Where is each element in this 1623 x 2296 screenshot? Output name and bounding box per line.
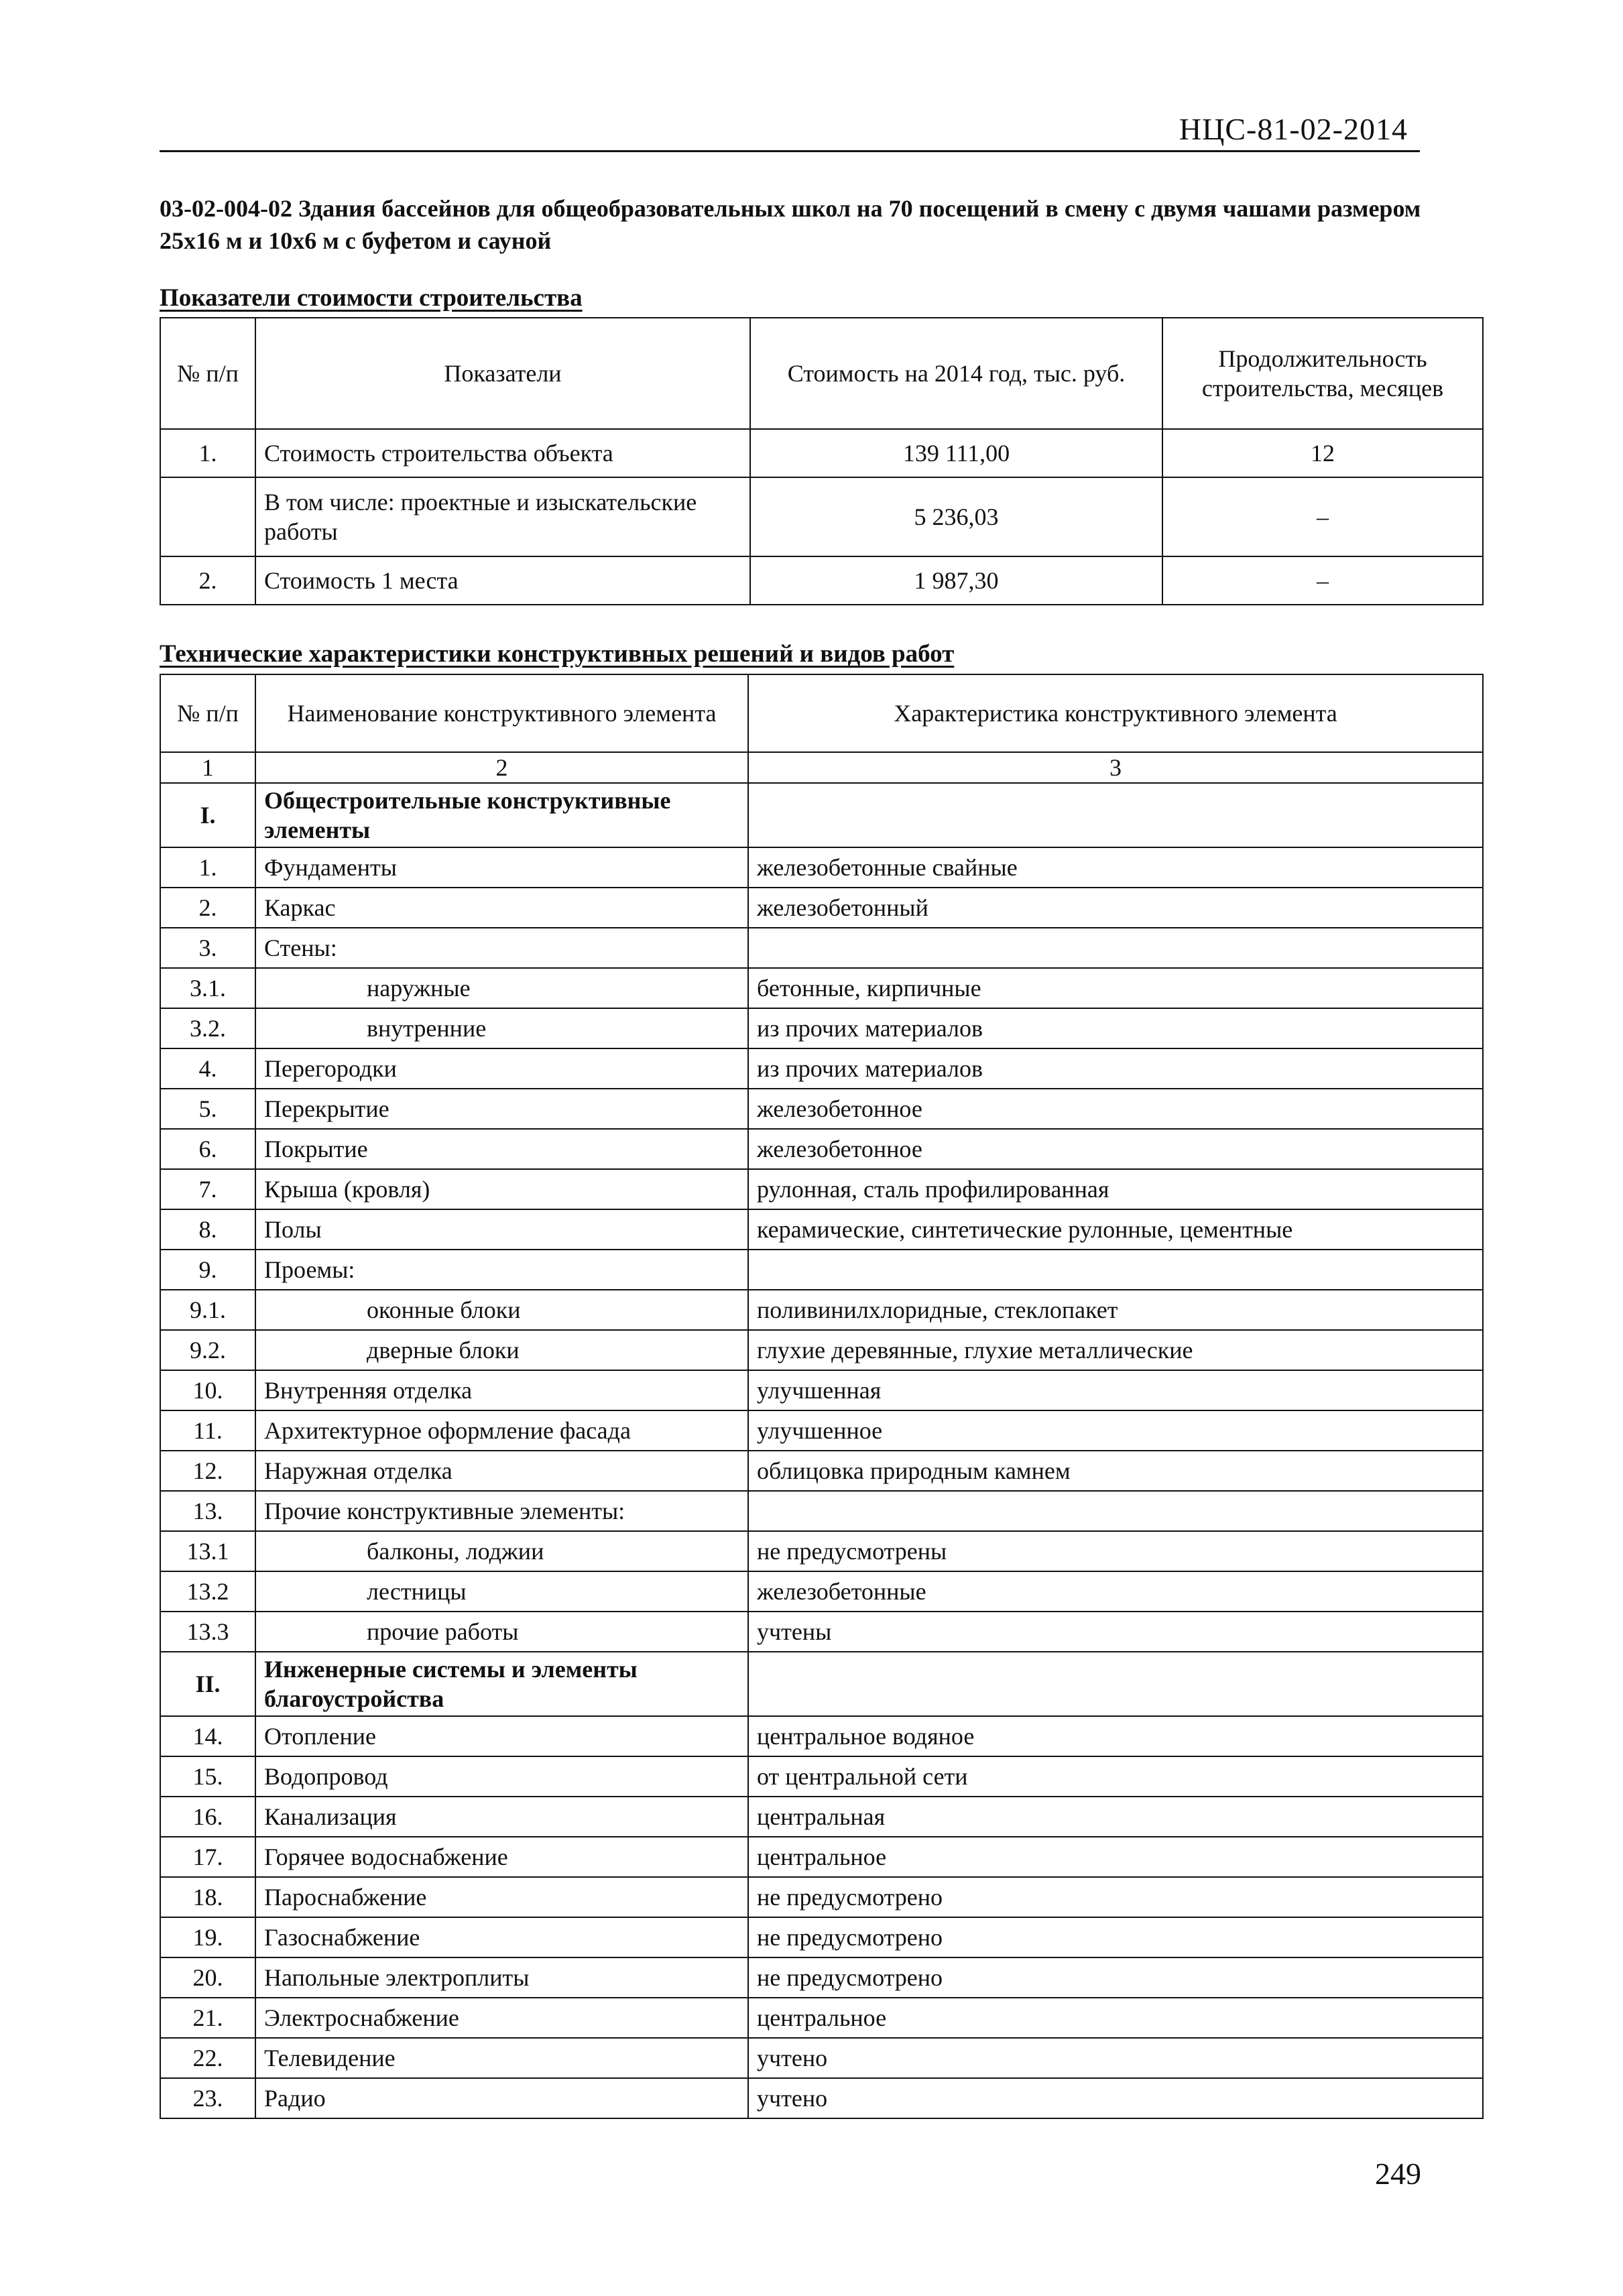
table-row: [160, 2078, 1483, 2118]
col-header-element: Наименование конструктивного элемента: [255, 674, 748, 752]
row-element-name: Напольные электроплиты: [255, 1957, 748, 1998]
row-characteristic: глухие деревянные, глухие металлические: [748, 1330, 1483, 1370]
row-num: 8.: [160, 1209, 255, 1250]
row-element-name: Прочие конструктивные элементы:: [255, 1491, 748, 1531]
row-num: 9.: [160, 1250, 255, 1290]
row-num: 5.: [160, 1089, 255, 1129]
row-num: 9.2.: [160, 1330, 255, 1370]
table-row: [160, 429, 1483, 477]
tech-section-heading: Технические характеристики конструктивных решений и видов работ: [160, 640, 955, 668]
table-row: [160, 1957, 1483, 1998]
row-num: 3.: [160, 928, 255, 968]
row-num: [160, 477, 255, 556]
row-name: Стоимость 1 места: [255, 556, 750, 605]
row-characteristic: [748, 1250, 1483, 1290]
table-row: [160, 556, 1483, 605]
row-element-name: дверные блоки: [255, 1330, 748, 1370]
row-characteristic: [748, 1652, 1483, 1716]
row-num: II.: [160, 1652, 255, 1716]
row-num: 20.: [160, 1957, 255, 1998]
table-row: [160, 928, 1483, 968]
row-num: I.: [160, 783, 255, 847]
row-cost: 5 236,03: [750, 477, 1162, 556]
column-number-row: [160, 752, 1483, 783]
row-characteristic: учтено: [748, 2038, 1483, 2078]
row-characteristic: центральное: [748, 1837, 1483, 1877]
row-element-name: Перекрытие: [255, 1089, 748, 1129]
table-row: [160, 1451, 1483, 1491]
table-row: [160, 1089, 1483, 1129]
row-characteristic: железобетонные свайные: [748, 847, 1483, 888]
row-characteristic: [748, 783, 1483, 847]
row-element-name: Горячее водоснабжение: [255, 1837, 748, 1877]
row-characteristic: бетонные, кирпичные: [748, 968, 1483, 1008]
col-number-1: 1: [160, 752, 255, 783]
row-num: 13.2: [160, 1571, 255, 1612]
table-row: [160, 2038, 1483, 2078]
row-num: 13.1: [160, 1531, 255, 1571]
row-element-name: Проемы:: [255, 1250, 748, 1290]
row-characteristic: [748, 1491, 1483, 1531]
row-cost: 139 111,00: [750, 429, 1162, 477]
row-name: В том числе: проектные и изыскательские работы: [255, 477, 750, 556]
row-num: 17.: [160, 1837, 255, 1877]
row-characteristic: [748, 928, 1483, 968]
row-characteristic: центральное: [748, 1998, 1483, 2038]
row-characteristic: улучшенное: [748, 1410, 1483, 1451]
row-num: 3.2.: [160, 1008, 255, 1048]
tech-table-header: [160, 674, 1483, 752]
row-element-name: Каркас: [255, 888, 748, 928]
col-number-3: 3: [748, 752, 1483, 783]
row-duration: –: [1162, 556, 1483, 605]
col-number-2: 2: [255, 752, 748, 783]
row-characteristic: железобетонные: [748, 1571, 1483, 1612]
table-row: [160, 1370, 1483, 1410]
row-element-name: внутренние: [255, 1008, 748, 1048]
row-cost: 1 987,30: [750, 556, 1162, 605]
cost-table-header: [160, 318, 1483, 429]
table-row: [160, 1756, 1483, 1797]
row-characteristic: не предусмотрено: [748, 1917, 1483, 1957]
table-row: [160, 1797, 1483, 1837]
table-row: [160, 888, 1483, 928]
row-element-name: Электроснабжение: [255, 1998, 748, 2038]
table-row: [160, 1048, 1483, 1089]
row-duration: –: [1162, 477, 1483, 556]
row-num: 11.: [160, 1410, 255, 1451]
row-characteristic: из прочих материалов: [748, 1008, 1483, 1048]
table-row: [160, 1837, 1483, 1877]
row-num: 6.: [160, 1129, 255, 1169]
row-characteristic: железобетонное: [748, 1129, 1483, 1169]
row-num: 1.: [160, 429, 255, 477]
row-characteristic: не предусмотрено: [748, 1957, 1483, 1998]
section-row: [160, 783, 1483, 847]
row-element-name: Полы: [255, 1209, 748, 1250]
table-row: [160, 968, 1483, 1008]
section-row: [160, 1652, 1483, 1716]
row-characteristic: центральное водяное: [748, 1716, 1483, 1756]
table-row: [160, 1008, 1483, 1048]
row-num: 18.: [160, 1877, 255, 1917]
col-header-num: № п/п: [160, 674, 255, 752]
col-header-indicator: Показатели: [255, 318, 750, 429]
row-element-name: Пароснабжение: [255, 1877, 748, 1917]
row-num: 1.: [160, 847, 255, 888]
table-row: [160, 1209, 1483, 1250]
cost-section-heading: Показатели стоимости строительства: [160, 284, 583, 312]
table-row: [160, 1531, 1483, 1571]
table-row: [160, 1716, 1483, 1756]
row-num: 10.: [160, 1370, 255, 1410]
col-header-characteristic: Характеристика конструктивного элемента: [748, 674, 1483, 752]
document-code: НЦС-81-02-2014: [1179, 112, 1408, 146]
table-row: [160, 1250, 1483, 1290]
row-element-name: Канализация: [255, 1797, 748, 1837]
table-row: [160, 1169, 1483, 1209]
row-element-name: Радио: [255, 2078, 748, 2118]
row-num: 3.1.: [160, 968, 255, 1008]
row-num: 9.1.: [160, 1290, 255, 1330]
row-element-name: Покрытие: [255, 1129, 748, 1169]
row-element-name: Газоснабжение: [255, 1917, 748, 1957]
col-header-num: № п/п: [160, 318, 255, 429]
row-element-name: Водопровод: [255, 1756, 748, 1797]
row-num: 22.: [160, 2038, 255, 2078]
row-characteristic: облицовка природным камнем: [748, 1451, 1483, 1491]
row-characteristic: улучшенная: [748, 1370, 1483, 1410]
row-characteristic: учтено: [748, 2078, 1483, 2118]
row-num: 7.: [160, 1169, 255, 1209]
row-characteristic: железобетонное: [748, 1089, 1483, 1129]
row-duration: 12: [1162, 429, 1483, 477]
table-row: [160, 1129, 1483, 1169]
row-element-name: лестницы: [255, 1571, 748, 1612]
row-characteristic: центральная: [748, 1797, 1483, 1837]
table-row: [160, 1330, 1483, 1370]
row-num: 21.: [160, 1998, 255, 2038]
row-num: 13.: [160, 1491, 255, 1531]
tech-table-body: [160, 783, 1483, 2118]
row-element-name: оконные блоки: [255, 1290, 748, 1330]
document-title: 03-02-004-02 Здания бассейнов для общеобразовательных школ на 70 посещений в смену с двумя чашами размером 25х16 м и 10х6 м с буфетом и сауной: [160, 195, 1421, 254]
table-row: [160, 847, 1483, 888]
row-element-name: Крыша (кровля): [255, 1169, 748, 1209]
row-num: 4.: [160, 1048, 255, 1089]
row-element-name: Общестроительные конструктивные элементы: [255, 783, 748, 847]
table-row: [160, 477, 1483, 556]
table-row: [160, 1491, 1483, 1531]
row-element-name: Инженерные системы и элементы благоустройства: [255, 1652, 748, 1716]
row-characteristic: учтены: [748, 1612, 1483, 1652]
row-characteristic: не предусмотрено: [748, 1877, 1483, 1917]
row-num: 16.: [160, 1797, 255, 1837]
table-row: [160, 1998, 1483, 2038]
table-row: [160, 1612, 1483, 1652]
row-num: 12.: [160, 1451, 255, 1491]
row-num: 14.: [160, 1716, 255, 1756]
col-header-cost: Стоимость на 2014 год, тыс. руб.: [750, 318, 1162, 429]
row-element-name: Телевидение: [255, 2038, 748, 2078]
row-element-name: Архитектурное оформление фасада: [255, 1410, 748, 1451]
row-element-name: Наружная отделка: [255, 1451, 748, 1491]
table-row: [160, 1410, 1483, 1451]
row-characteristic: керамические, синтетические рулонные, цементные: [748, 1209, 1483, 1250]
table-row: [160, 1877, 1483, 1917]
row-num: 15.: [160, 1756, 255, 1797]
row-characteristic: из прочих материалов: [748, 1048, 1483, 1089]
row-element-name: Внутренняя отделка: [255, 1370, 748, 1410]
row-characteristic: от центральной сети: [748, 1756, 1483, 1797]
row-num: 2.: [160, 888, 255, 928]
row-element-name: Стены:: [255, 928, 748, 968]
row-num: 13.3: [160, 1612, 255, 1652]
header-rule: [160, 150, 1420, 152]
row-num: 19.: [160, 1917, 255, 1957]
table-row: [160, 1290, 1483, 1330]
row-element-name: наружные: [255, 968, 748, 1008]
tech-table: [160, 674, 1484, 2119]
row-element-name: Отопление: [255, 1716, 748, 1756]
table-row: [160, 1917, 1483, 1957]
row-element-name: Перегородки: [255, 1048, 748, 1089]
page-number: 249: [1375, 2157, 1421, 2191]
row-num: 2.: [160, 556, 255, 605]
row-num: 23.: [160, 2078, 255, 2118]
row-characteristic: поливинилхлоридные, стеклопакет: [748, 1290, 1483, 1330]
row-characteristic: не предусмотрены: [748, 1531, 1483, 1571]
row-characteristic: железобетонный: [748, 888, 1483, 928]
row-element-name: Фундаменты: [255, 847, 748, 888]
row-name: Стоимость строительства объекта: [255, 429, 750, 477]
row-characteristic: рулонная, сталь профилированная: [748, 1169, 1483, 1209]
cost-table: [160, 317, 1484, 605]
row-element-name: балконы, лоджии: [255, 1531, 748, 1571]
row-element-name: прочие работы: [255, 1612, 748, 1652]
table-row: [160, 1571, 1483, 1612]
col-header-duration: Продолжительность строительства, месяцев: [1162, 318, 1483, 429]
